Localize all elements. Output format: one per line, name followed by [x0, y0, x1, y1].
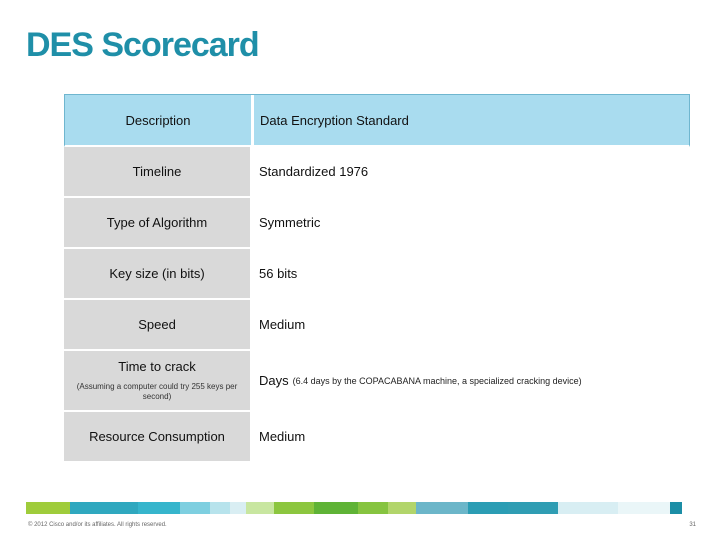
- row-label: Timeline: [132, 164, 182, 179]
- row-value: Days: [259, 373, 289, 388]
- row-value: Medium: [259, 429, 306, 444]
- table-row: [64, 147, 690, 198]
- color-bar-segment: [138, 502, 180, 514]
- copyright-text: © 2012 Cisco and/or its affiliates. All rights reserved.: [28, 522, 167, 528]
- row-label: Speed: [138, 317, 176, 332]
- color-bar-segment: [416, 502, 468, 514]
- row-value: Symmetric: [259, 215, 321, 230]
- row-value: Standardized 1976: [259, 164, 369, 179]
- row-value: 56 bits: [259, 266, 298, 281]
- header-label-cell: [65, 95, 254, 145]
- header-value: Data Encryption Standard: [260, 112, 409, 128]
- color-bar-segment: [210, 502, 230, 514]
- table-row: [64, 300, 690, 351]
- scorecard-table: [64, 94, 690, 463]
- color-bar-segment: [230, 502, 246, 514]
- row-label: Time to crack: [118, 359, 196, 374]
- row-label: Key size (in bits): [109, 266, 205, 281]
- header-value-cell: [254, 95, 689, 145]
- color-bar-segment: [180, 502, 210, 514]
- color-bar-segment: [670, 502, 682, 514]
- slide-title: DES Scorecard: [26, 26, 259, 64]
- footer-color-bar: [26, 502, 694, 514]
- row-label: Resource Consumption: [89, 429, 225, 444]
- color-bar-segment: [508, 502, 558, 514]
- table-header-row: [64, 94, 690, 147]
- row-sublabel: (Assuming a computer could try 255 keys per second): [76, 382, 238, 401]
- row-value: Medium: [259, 317, 306, 332]
- color-bar-segment: [314, 502, 358, 514]
- color-bar-segment: [618, 502, 670, 514]
- color-bar-segment: [26, 502, 70, 514]
- row-value-note: (6.4 days by the COPACABANA machine, a specialized cracking device): [292, 375, 582, 386]
- table-row: [64, 412, 690, 463]
- table-row: [64, 198, 690, 249]
- color-bar-segment: [558, 502, 618, 514]
- color-bar-segment: [274, 502, 314, 514]
- color-bar-segment: [468, 502, 508, 514]
- table-row: [64, 249, 690, 300]
- color-bar-segment: [70, 502, 116, 514]
- row-label: Type of Algorithm: [106, 215, 208, 230]
- color-bar-segment: [116, 502, 138, 514]
- page-number: 31: [689, 522, 696, 528]
- table-row: [64, 351, 690, 412]
- color-bar-segment: [388, 502, 416, 514]
- color-bar-segment: [246, 502, 274, 514]
- header-label: Description: [125, 112, 191, 128]
- color-bar-segment: [358, 502, 388, 514]
